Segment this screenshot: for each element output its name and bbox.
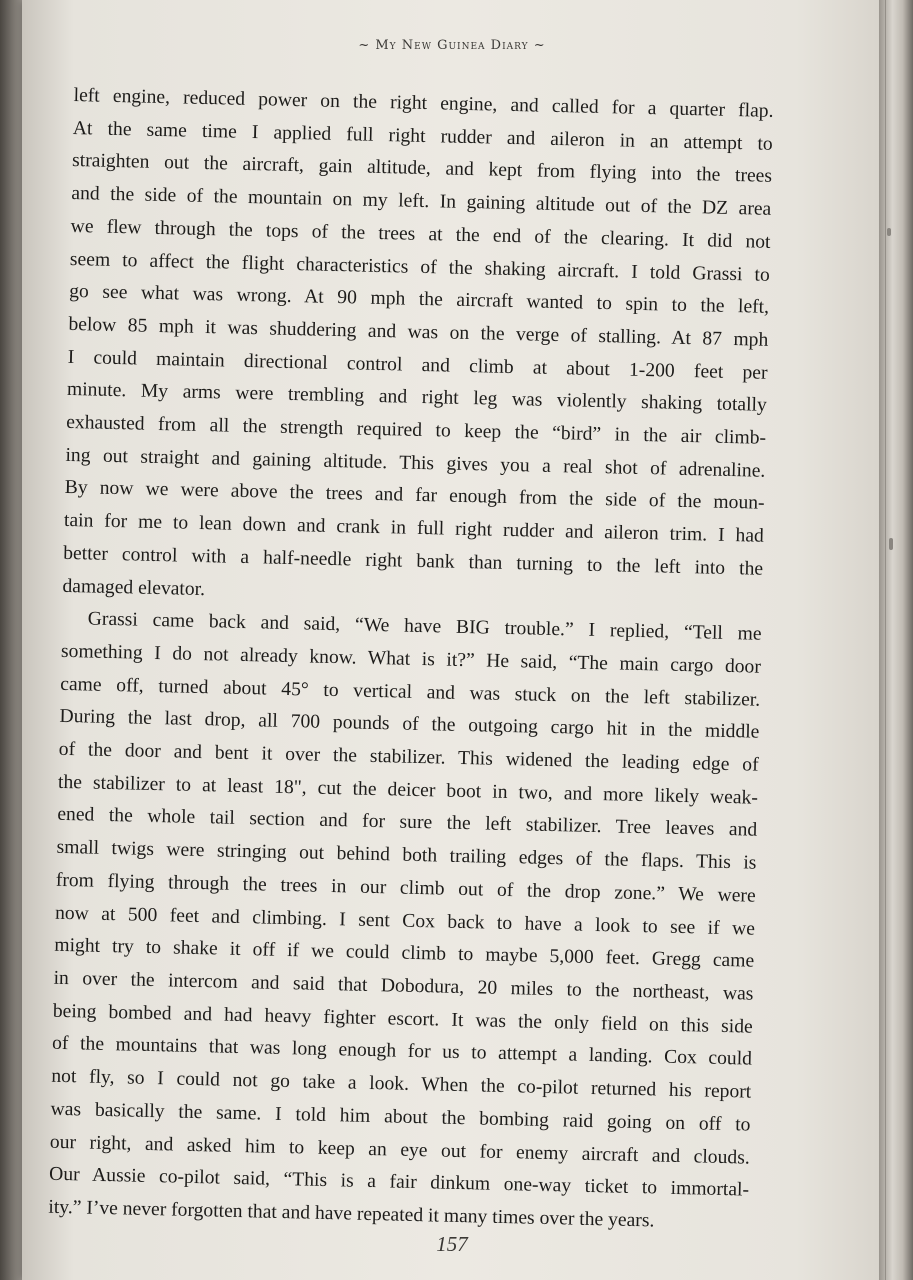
text-line: Grassi came back and said, “We have BIG trouble.” I replied, “Tell me [87, 608, 762, 645]
text-line: we flew through the tops of the trees at the end of the clearing. It did not [70, 215, 771, 253]
text-line: ity.” I’ve never forgotten that and have repeated it many times over the years. [48, 1196, 655, 1232]
text-line: I could maintain directional control and climb at about 1-200 feet per [67, 346, 768, 384]
text-line: seem to affect the flight characteristics of the shaking aircraft. I told Grassi to [69, 248, 770, 286]
text-line: not fly, so I could not go take a look. When the co-pilot returned his report [51, 1065, 752, 1103]
text-line: small twigs were stringing out behind both trailing edges of the flaps. This is [56, 836, 757, 874]
text-line: came off, turned about 45° to vertical and was stuck on the left stabilizer. [60, 673, 761, 711]
text-line: During the last drop, all 700 pounds of the outgoing cargo hit in the middle [59, 706, 760, 744]
text-line: was basically the same. I told him about the bombing raid going on off to [50, 1098, 751, 1136]
right-page-edges [879, 0, 913, 1280]
paragraph-2 [48, 603, 762, 1240]
text-line: ened the whole tail section and for sure the left stabilizer. Tree leaves and [57, 804, 758, 842]
text-line: By now we were above the trees and far enough from the side of the moun- [64, 477, 765, 515]
text-line: and the side of the mountain on my left. In gaining altitude out of the DZ area [71, 183, 772, 220]
text-line: straighten out the aircraft, gain altitude, and kept from flying into the trees [71, 150, 773, 188]
text-line: the stabilizer to at least 18", cut the deicer boot in two, and more likely weak- [57, 771, 759, 809]
text-line: of the door and bent it over the stabilizer. This widened the leading edge of [58, 738, 759, 776]
book-page [22, 0, 882, 1280]
text-line: our right, and asked him to keep an eye out for enemy aircraft and clouds. [49, 1131, 750, 1169]
text-line: of the mountains that was long enough for us to attempt a landing. Cox could [51, 1033, 753, 1071]
text-line: minute. My arms were trembling and right leg was violently shaking totally [66, 379, 768, 417]
text-line: might try to shake it off if we could climb to maybe 5,000 feet. Gregg came [54, 935, 755, 972]
text-line: left engine, reduced power on the right engine, and called for a quarter flap. [73, 84, 774, 122]
page-number: 157 [436, 1232, 468, 1256]
text-line: go see what was wrong. At 90 mph the aircraft wanted to spin to the left, [68, 281, 770, 319]
text-line: tain for me to lean down and crank in full right rudder and aileron trim. I had [63, 510, 765, 547]
paper-speck [887, 228, 891, 236]
text-line: At the same time I applied full right rudder and aileron in an attempt to [72, 117, 773, 155]
body-text [48, 80, 774, 1240]
text-line: exhausted from all the strength required to keep the “bird” in the air climb- [65, 411, 767, 449]
text-line: being bombed and had heavy fighter escort. It was the only field on this side [52, 1000, 753, 1038]
text-line: Our Aussie co-pilot said, “This is a fair dinkum one-way ticket to immortal- [48, 1163, 750, 1201]
running-head: ~ My New Guinea Diary ~ [358, 38, 546, 53]
paragraph-1 [62, 80, 774, 619]
text-line: below 85 mph it was shuddering and was on the verge of stalling. At 87 mph [68, 313, 769, 351]
text-line: in over the intercom and said that Dobodura, 20 miles to the northeast, was [53, 967, 754, 1005]
text-line: from flying through the trees in our climb out of the drop zone.” We were [55, 869, 756, 907]
text-line: better control with a half-needle right bank than turning to the left into the [63, 542, 764, 580]
text-line: now at 500 feet and climbing. I sent Cox back to have a look to see if we [54, 902, 756, 940]
paper-speck [889, 538, 893, 550]
text-line: damaged elevator. [62, 575, 206, 600]
text-line: ing out straight and gaining altitude. This gives you a real shot of adrenaline. [65, 444, 766, 482]
text-line: something I do not already know. What is it?” He said, “The main cargo door [60, 640, 762, 678]
